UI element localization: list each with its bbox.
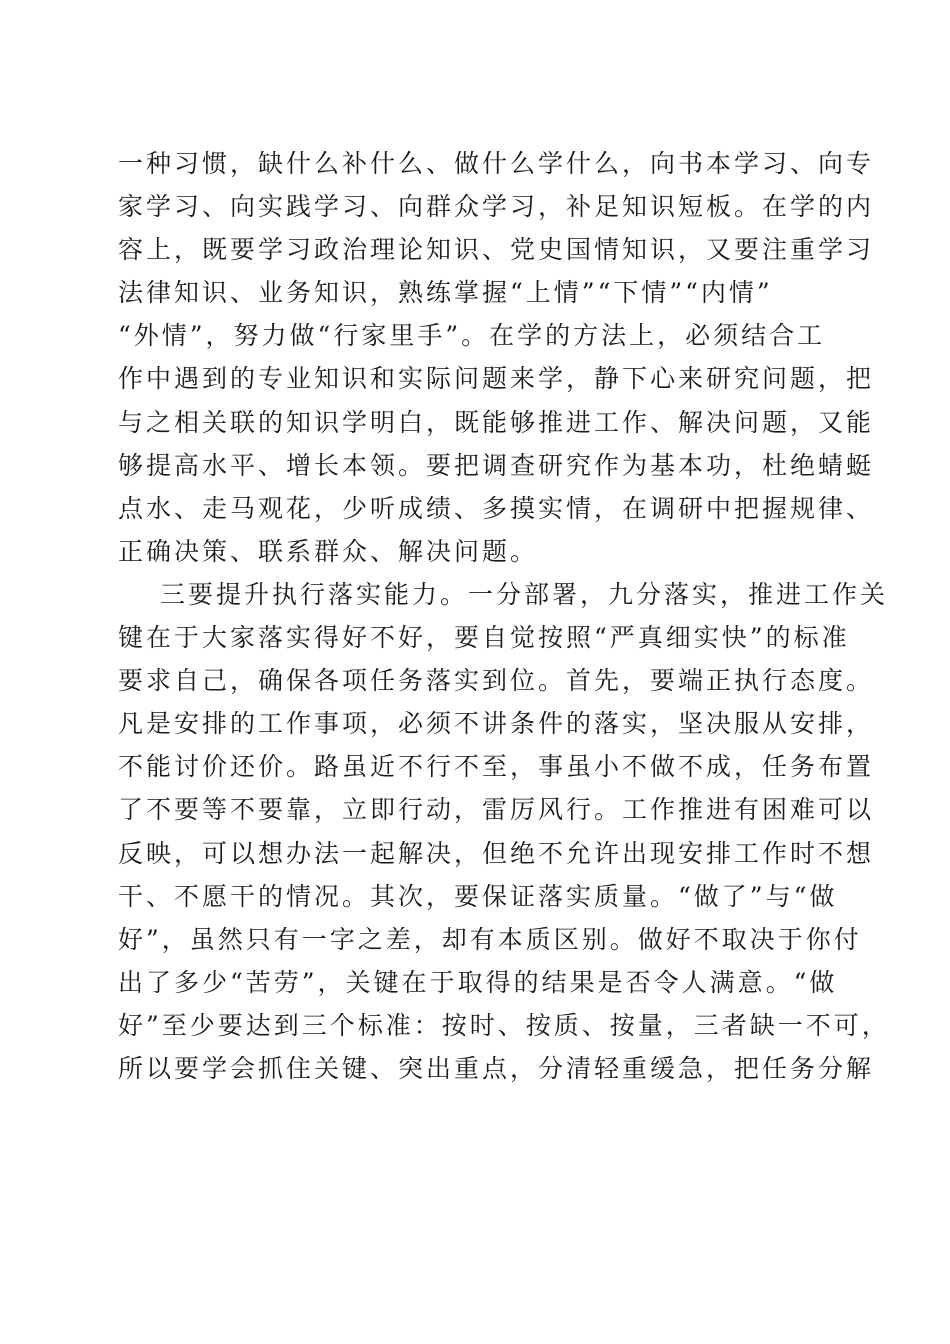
text-line: 法律知识、业务知识，熟练掌握“上情”“下情”“内情” <box>118 278 773 308</box>
text-line: 点水、走马观花，少听成绩、多摸实情，在调研中把握规律、 <box>118 493 875 523</box>
text-line: 反映，可以想办法一起解决，但绝不允许出现安排工作时不想 <box>118 838 875 868</box>
text-line: 好”，虽然只有一字之差，却有本质区别。做好不取决于你付 <box>118 924 862 954</box>
text-line: 与之相关联的知识学明白，既能够推进工作、解决问题，又能 <box>118 407 875 437</box>
text-line: 键在于大家落实得好不好，要自觉按照“严真细实快”的标准 <box>118 623 850 653</box>
text-line: 出了多少“苦劳”，关键在于取得的结果是否令人满意。“做 <box>118 967 838 997</box>
text-line: 作中遇到的专业知识和实际问题来学，静下心来研究问题，把 <box>118 364 875 394</box>
document-body <box>118 142 890 1090</box>
text-line: 了不要等不要靠，立即行动，雷厉风行。工作推进有困难可以 <box>118 795 875 825</box>
text-line: 要求自己，确保各项任务落实到位。首先，要端正执行态度。 <box>118 666 875 696</box>
text-line: 所以要学会抓住关键、突出重点，分清轻重缓急，把任务分解 <box>118 1053 875 1083</box>
text-line: “外情”，努力做“行家里手”。在学的方法上，必须结合工 <box>118 321 826 351</box>
text-line: 一种习惯，缺什么补什么、做什么学什么，向书本学习、向专 <box>118 149 875 178</box>
text-line: 干、不愿干的情况。其次，要保证落实质量。“做了”与“做 <box>118 881 838 911</box>
text-line: 家学习、向实践学习、向群众学习，补足知识短板。在学的内 <box>118 192 875 222</box>
text-line: 不能讨价还价。路虽近不行不至，事虽小不做不成，任务布置 <box>118 752 875 782</box>
text-line: 凡是安排的工作事项，必须不讲条件的落实，坚决服从安排， <box>118 709 875 739</box>
text-line: 好”至少要达到三个标准：按时、按质、按量，三者缺一不可， <box>118 1010 890 1040</box>
text-line: 容上，既要学习政治理论知识、党史国情知识，又要注重学习 <box>118 235 875 265</box>
text-line: 正确决策、联系群众、解决问题。 <box>118 536 539 566</box>
text-line: 够提高水平、增长本领。要把调查研究作为基本功，杜绝蜻蜓 <box>118 450 875 480</box>
paragraph-start-line: 三要提升执行落实能力。一分部署，九分落实，推进工作关 <box>160 579 889 609</box>
